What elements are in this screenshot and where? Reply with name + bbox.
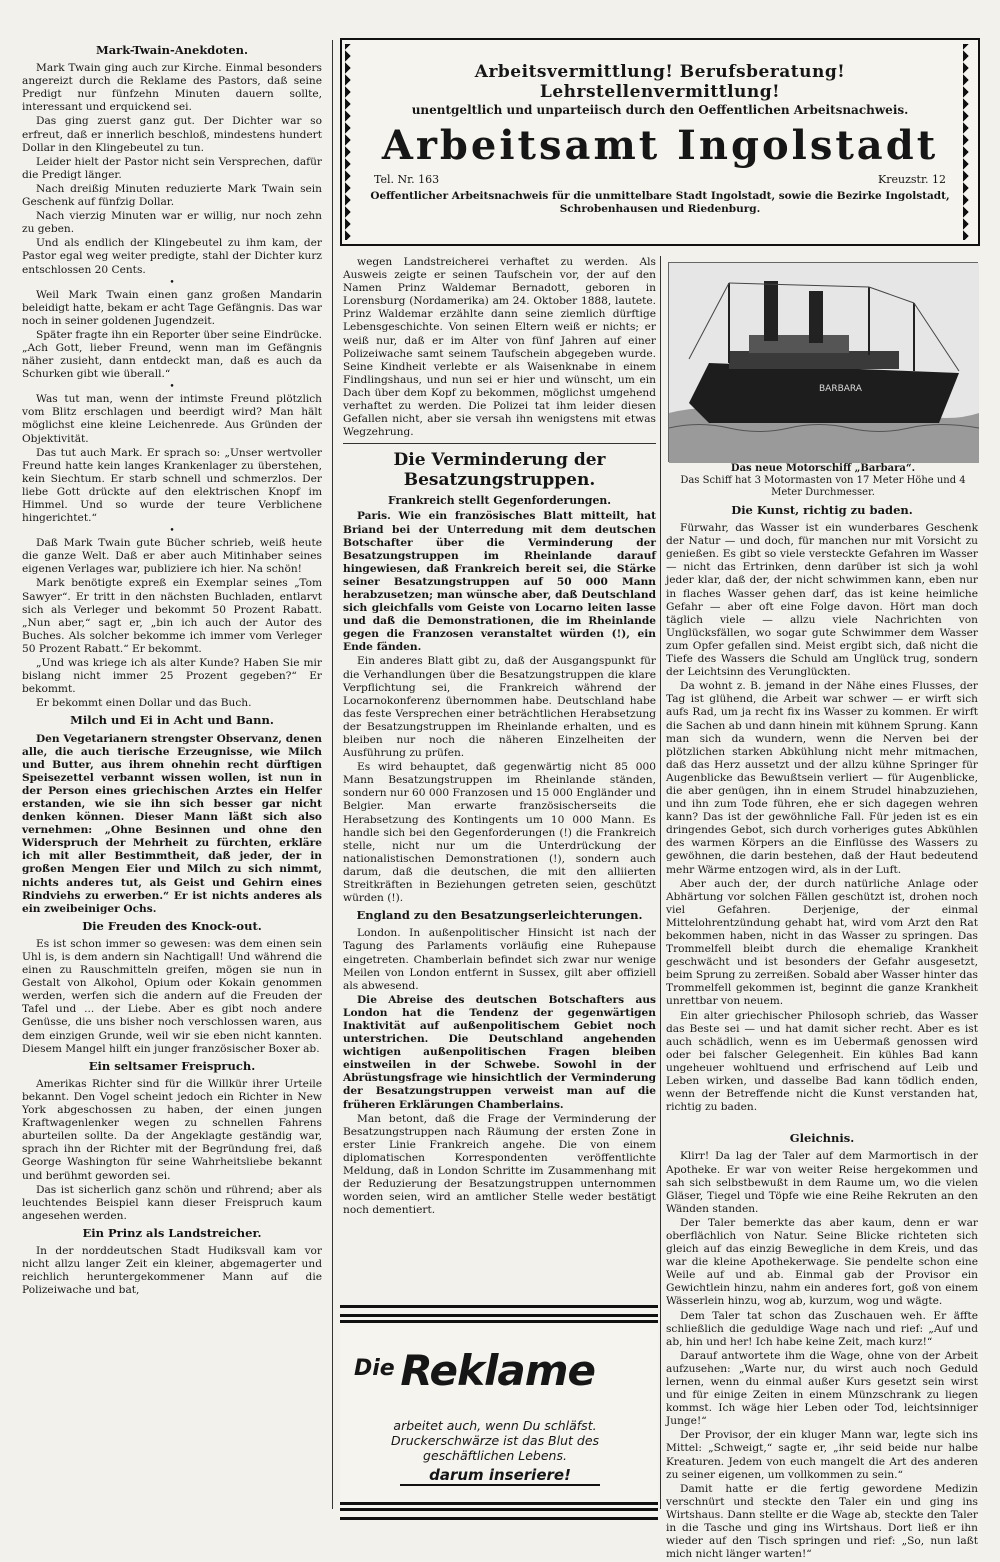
- article-heading: Die Verminderung der Besatzungstruppen.: [393, 450, 606, 491]
- paragraph: Weil Mark Twain einen ganz großen Mandarin beleidigt hatte, bekam er acht Tage Gefängnis. Das war noch in seiner goldenen Jugendzeit.: [22, 288, 322, 327]
- paragraph: Mark benötigte expreß ein Exemplar seines „Tom Sawyer“. Er tritt in den nächsten Buchladen, entlarvt sich als Verleger und bekommt 50 Prozent Rabatt. „Nun aber,“ sagt er, „bin ich auch der Autor des Buches. Als solcher bekomme ich immer vom Verleger 50 Prozent Rabatt.“ Er bekommt.: [22, 577, 322, 655]
- paragraph: Der Provisor, der ein kluger Mann war, legte sich ins Mittel: „Schweigt,“ sagte er, „ihr seid beide nur halbe Kreaturen. Jedem von euch mangelt die Art des anderen zu seiner eigenen, um vollkommen zu sein.“: [666, 1429, 978, 1481]
- ad-phone: Tel. Nr. 163: [374, 173, 440, 186]
- article-subheading: Frankreich stellt Gegenforderungen.: [388, 494, 611, 508]
- paragraph: Ein anderes Blatt gibt zu, daß der Ausgangspunkt für die Verhandlungen über die Besatzungstruppen die klare Verpflichtung sei, die Frankreich während der Locarnokonferenz übernommen habe. Deutschland habe das feste Versprechen einer beträchtlichen Herabsetzung der Besatzungstruppen im Rheinlande erhalten, und es bleiben nur noch die näheren Einzelheiten der Ausführung zu prüfen.: [343, 655, 656, 760]
- article-heading: Gleichnis.: [789, 1131, 855, 1146]
- paragraph: Daß Mark Twain gute Bücher schrieb, weiß heute die ganze Welt. Daß er aber auch Mitinhaber seines eigenen Verlages war, publiziere ich hier. Na schön!: [22, 537, 322, 576]
- ad-title-reklame: Reklame: [400, 1346, 595, 1395]
- ad-bar: [340, 1320, 658, 1323]
- paragraph: Die Abreise des deutschen Botschafters aus London hat die Tendenz der gegenwärtigen Inaktivität auf außenpolitischem Gebiet noch unterstrichen. Die Deutschland angehenden wichtigen außenpolitischen Fragen bleiben einstweilen in der Schwebe. Sowohl in der Abrüstungsfrage wie hinsichtlich der Verminderung der Besatzungstruppen verweist man auf die früheren Erklärungen Chamberlains.: [343, 993, 656, 1111]
- paragraph: Nach dreißig Minuten reduzierte Mark Twain sein Geschenk auf fünfzig Dollar.: [22, 182, 322, 209]
- paragraph: Dem Taler tat schon das Zuschauen weh. Er äffte schließlich die geduldige Wage nach und rief: „Auf und ab, hin und her! Ich habe keine Zeit, mach kurz!“: [666, 1309, 978, 1348]
- paragraph: Das tut auch Mark. Er sprach so: „Unser wertvoller Freund hatte kein langes Krankenlager zu überstehen, kein Siechtum. Er starb schnell und schmerzlos. Der liebe Gott drückte auf den elektrischen Knopf im Himmel. Und so wurde der teure Verblichene hingerichtet.“: [22, 446, 322, 525]
- paragraph: Darauf antwortete ihm die Wage, ohne von der Arbeit aufzusehen: „Warte nur, du wirst auch noch Geduld lernen, wenn du einmal außer Kurs gesetzt sein wirst und für einige Zeiten in einem Münzschrank zu liegen kommst. Ich wäge hier Leben oder Tod, leichtsinniger Junge!“: [666, 1349, 978, 1428]
- ad-address: Kreuzstr. 12: [878, 173, 946, 186]
- paragraph: Damit hatte er die fertig gewordene Medizin verschnürt und steckte den Taler ein und ging ins Wirtshaus. Dann stellte er die Wage ab, steckte den Taler in die Tasche und ging ins Wirtshaus. Dort ließ er ihn wieder auf den Tisch springen und rief: „So, nun laßt mich nicht länger warten!“: [666, 1482, 978, 1561]
- ad-bar: [340, 1502, 658, 1505]
- paragraph: Das ist sicherlich ganz schön und rührend; aber als leuchtendes Beispiel kann dieser Freispruch kaum angesehen werden.: [22, 1183, 322, 1222]
- separator-mark: •: [169, 526, 175, 537]
- paragraph: Nach vierzig Minuten war er willig, nur noch zehn zu geben.: [22, 210, 322, 236]
- ship-illustration: [668, 262, 978, 462]
- paragraph: In der norddeutschen Stadt Hudiksvall kam vor nicht allzu langer Zeit ein kleiner, abgemagerter und reichlich heruntergekommener Mann auf die Polizeiwache und bat,: [22, 1244, 322, 1297]
- zigzag-border: [345, 44, 357, 240]
- article-heading: Milch und Ei in Acht und Bann.: [70, 713, 274, 728]
- paragraph: Leider hielt der Pastor nicht sein Versprechen, dafür die Predigt länger.: [22, 155, 322, 181]
- ad-bar: [340, 1508, 658, 1511]
- ship-caption: [668, 463, 978, 499]
- ad-slogan: arbeitet auch, wenn Du schläfst. Druckerschwärze ist das Blut des geschäftlichen Lebens.: [390, 1418, 600, 1463]
- paragraph: Man betont, daß die Frage der Verminderung der Besatzungstruppen nach Räumung der ersten Zone in erster Linie Frankreich angehe. Die von einem diplomatischen Korrespondenten veröffentlichte Meldung, daß in London Schritte im Zusammenhang mit der Reduzierung der Besatzungstruppen unternommen worden seien, wird an amtlicher Stelle weder bestätigt noch dementiert.: [343, 1112, 656, 1217]
- paragraph: Später fragte ihn ein Reporter über seine Eindrücke. „Ach Gott, lieber Freund, wenn man im Gefängnis näher zusieht, dann entdeckt man, daß es auch da Schurken gibt wie überall.“: [22, 328, 322, 381]
- ad-title: Arbeitsamt Ingolstadt: [381, 122, 939, 169]
- ad-bar: [340, 1314, 658, 1317]
- column-rule: [660, 256, 661, 1509]
- paragraph: Amerikas Richter sind für die Willkür ihrer Urteile bekannt. Den Vogel scheint jedoch ein Richter in New York abgeschossen zu haben, der einen jungen Kraftwagenlenker wegen zu schnellen Fahrens aburteilen sollte. Da der Angeklagte geständig war, sprach ihn der Richter mit der Begründung frei, daß George Washington für seine Wahrheitsliebe bekannt und berühmt geworden sei.: [22, 1077, 322, 1182]
- column-middle: [343, 256, 656, 1218]
- paragraph: Und als endlich der Klingebeutel zu ihm kam, der Pastor egal weg weiter predigte, stahl der Dichter kurz entschlossen 20 Cents.: [22, 237, 322, 276]
- paragraph: Ein alter griechischer Philosoph schrieb, das Wasser das Beste sei — und hat damit sicher recht. Aber es ist auch schädlich, wenn es im Uebermaß genossen wird oder bei falscher Gelegenheit. Ein kühles Bad kann ungeheuer wohltuend und erfrischend auf Leib und Leben wirken, und dasselbe Bad kann tödlich enden, wenn der Betreffende nicht die Kunst verstanden hat, richtig zu baden.: [666, 1009, 978, 1114]
- ad-title: [354, 1346, 644, 1395]
- paragraph: Das ging zuerst ganz gut. Der Dichter war so erfreut, daß er innerlich beschloß, mindestens hundert Dollar in den Klingebeutel zu tun.: [22, 115, 322, 154]
- paragraph: Er bekommt einen Dollar und das Buch.: [36, 697, 252, 710]
- column-right: [666, 500, 978, 1562]
- article-heading: England zu den Besatzungserleichterungen.: [356, 908, 643, 923]
- arbeitsamt-ad: [340, 38, 980, 246]
- paragraph: Den Vegetarianern strengster Observanz, denen alle, die auch tierische Erzeugnisse, wie Milch und Butter, aus ihrem ohnehin recht dürftigen Speisezettel verbannt wissen wollen, ist nun in der Person eines griechischen Arztes ein Helfer erstanden, wie sie ihn sich besser gar nicht denken können. Dieser Mann läßt sich also vernehmen: „Ohne Besinnen und ohne den Widerspruch der Mehrheit zu fürchten, erkläre ich mit aller Bestimmtheit, daß jeder, der in großen Mengen Eier und Milch zu sich nimmt, nichts anderes tut, als Geist und Gehirn eines Rindviehs zu erwerben.“ Er ist nichts anderes als ein zweibeiniger Ochs.: [22, 732, 322, 915]
- divider: [343, 443, 656, 444]
- paragraph: Es ist schon immer so gewesen: was dem einen sein Uhl is, is dem andern sin Nachtigall! Und während die einen zu Rauschmitteln greifen, mögen sie nun in Gestalt von Alkohol, Opium oder Kokain genommen werden, werfen sich die andern auf die Freuden der Tafel und ... der Liebe. Aber es gibt noch andere Genüsse, die uns bisher noch verschlossen waren, aus dem einzigen Grunde, weil wir sie eben nicht kannten. Diesem Mangel hilft ein junger französischer Boxer ab.: [22, 937, 322, 1055]
- paragraph: Fürwahr, das Wasser ist ein wunderbares Geschenk der Natur — und doch, für manchen nur mit Vorsicht zu genießen. Es gibt so viele versteckte Gefahren im Wasser — nicht das Ertrinken, denn darüber ist sich ja wohl jeder klar, daß der, der nicht schwimmen kann, eben nur in flaches Wasser gehen darf, das ist keine heimliche Gefahr — aber oft eine Folge davon. Hört man doch täglich viele — allzu viele Nachrichten von Unglücksfällen, wo sogar gute Schwimmer dem Wasser zum Opfer gefallen sind. Meist ergibt sich, daß nicht die Tiefe des Wassers die Schuld am Unglück trug, sondern der Leichtsinn des Verunglückten.: [666, 522, 978, 679]
- paragraph: London. In außenpolitischer Hinsicht ist nach der Tagung des Parlaments vorläufig eine Ruhepause eingetreten. Chamberlain befindet sich zwar nur wenige Meilen von London entfernt in Sussex, gilt aber offiziell als abwesend.: [343, 927, 656, 992]
- paragraph: Mark Twain ging auch zur Kirche. Einmal besonders angereizt durch die Reklame des Pastors, daß seine Predigt nur fünfzehn Minuten dauern sollte, interessant und erquickend sei.: [22, 62, 322, 114]
- article-heading: Ein seltsamer Freispruch.: [88, 1058, 256, 1073]
- zigzag-border: [963, 44, 975, 240]
- ad-footer: Oeffentlicher Arbeitsnachweis für die unmittelbare Stadt Ingolstadt, sowie die Bezirke Ingolstadt, Schrobenhausen und Riedenburg.: [370, 190, 950, 215]
- paragraph: Da wohnt z. B. jemand in der Nähe eines Flusses, der Tag ist glühend, die Arbeit war schwer — er wirft sich aufs Rad, um ja recht fix ins Wasser zu kommen. Er wirft die Sachen ab und dann hinein mit kühnem Sprung. Kann man sich da wundern, wenn die Nerven bei der plötzlichen starken Abkühlung nicht mehr mitmachen, daß das Herz aussetzt und der allzu kühne Springer für Augenblicke das Bewußtsein verliert — für Augenblicke, die aber genügen, ihn in einem Strudel hinabzuziehen, und ihn zum Tode führen, ehe er sich dagegen wehren kann? Das ist der gewöhnliche Fall. Für jeden ist es ein dringendes Gebot, sich durch vorheriges gutes Abkühlen des warmen Körpers an die Einflüsse des Wassers zu gewöhnen, die darin bestehen, daß der Haut bedeutend mehr Wärme entzogen wird, als in der Luft.: [666, 680, 978, 876]
- article-heading: Die Freuden des Knock-out.: [82, 918, 262, 933]
- ad-title-die: Die: [354, 1356, 395, 1381]
- article-heading: Mark-Twain-Anekdoten.: [95, 43, 249, 57]
- column-rule: [332, 40, 333, 1509]
- caption-text: Das Schiff hat 3 Motormasten von 17 Meter Höhe und 4 Meter Durchmesser.: [680, 475, 966, 498]
- paragraph: Es wird behauptet, daß gegenwärtig nicht 85 000 Mann Besatzungstruppen im Rheinlande ständen, sondern nur 60 000 Franzosen und 15 000 Engländer und Belgier. Man erwarte französischerseits die Herabsetzung des Kontingents um 10 000 Mann. Es handle sich bei den Gegenforderungen (!) die Frankreich stelle, nicht nur um die Unterdrückung der nationalistischen Demonstrationen (!), sondern auch darum, daß die deutschen, die mit den alliierten Streitkräften in Beziehungen getreten seien, geschützt würden (!).: [343, 761, 656, 905]
- ad-call-to-action: darum inseriere!: [400, 1466, 600, 1486]
- paragraph: Der Taler bemerkte das aber kaum, denn er war oberflächlich von Natur. Seine Blicke richteten sich gleich auf das einzig Bewegliche in dem Kreis, und das war die kleine Apothekerwage. Sie pendelte schon eine Weile auf und ab. Einmal gab der Provisor ein Gewichtlein hinzu, nahm ein anderes fort, goß von einem Wässerlein hinzu, wog ab, kurzum, wog und wägte.: [666, 1216, 978, 1308]
- caption-title: Das neue Motorschiff „Barbara“.: [730, 463, 916, 474]
- ad-services-line: Arbeitsvermittlung! Berufsberatung! Lehrstellenvermittlung!: [474, 62, 846, 102]
- separator-mark: •: [169, 382, 175, 393]
- ship-name: BARBARA: [819, 384, 862, 394]
- reklame-ad: [340, 1305, 658, 1520]
- ad-contact-line: [364, 173, 956, 186]
- paragraph: Klirr! Da lag der Taler auf dem Marmortisch in der Apotheke. Er war von weiter Reise hergekommen und sah sich selbstbewußt in dem Raume um, wo die vielen Gläser, Tiegel und Töpfe wie eine Reihe Rekruten an den Wänden standen.: [666, 1150, 978, 1215]
- paragraph: „Und was kriege ich als alter Kunde? Haben Sie mir bislang nicht immer 25 Prozent gegeben?“ Er bekommt.: [22, 657, 322, 696]
- ad-subline: unentgeltlich und unparteiisch durch den Oeffentlichen Arbeitsnachweis.: [411, 103, 909, 117]
- separator-mark: •: [169, 277, 175, 288]
- paragraph: Was tut man, wenn der intimste Freund plötzlich vom Blitz erschlagen und beerdigt wird? Man hält möglichst eine kleine Leichenrede. Aus Gründen der Objektivität.: [22, 393, 322, 445]
- paragraph: Paris. Wie ein französisches Blatt mitteilt, hat Briand bei der Unterredung mit dem deutschen Botschafter über die Verminderung der Besatzungstruppen im Rheinlande darauf hingewiesen, daß Frankreich bereit sei, die Stärke seiner Besatzungstruppen auf 50 000 Mann herabzusetzen; man wünsche aber, daß Deutschland sich gleichfalls vom Geiste von Locarno leiten lasse und daß die Demonstrationen, die im Rheinlande gegen die Franzosen veranstaltet würden (!), ein Ende fänden.: [343, 510, 656, 654]
- article-heading: Ein Prinz als Landstreicher.: [82, 1225, 262, 1240]
- paragraph: wegen Landstreicherei verhaftet zu werden. Als Ausweis zeigte er seinen Taufschein vor, der auf den Namen Prinz Waldemar Bernadott, geboren in Lorensburg (Nordamerika) am 24. Oktober 1888, lautete. Prinz Waldemar erzählte dann seine ziemlich dürftige Lebensgeschichte. Von seinen Eltern weiß er nichts; er weiß nur, daß er im Alter von fünf Jahren auf einer Polizeiwache samt seinem Taufschein abgegeben wurde. Seine Kindheit verlebte er als Waisenknabe in einem Findlingshaus, und nun sei er hier und wünscht, um ein Dach über dem Kopf zu bekommen, möglichst umgehend verhaftet zu werden. Die Polizei tat ihm leider diesen Gefallen nicht, aber sie versah ihn wenigstens mit etwas Wegzehrung.: [343, 256, 656, 439]
- column-left: [22, 40, 322, 1298]
- motorship-icon: [669, 263, 979, 463]
- article-heading: Die Kunst, richtig zu baden.: [731, 503, 913, 517]
- paragraph: Aber auch der, der durch natürliche Anlage oder Abhärtung vor solchen Fällen geschützt ist, drohen noch viel Gefahren. Derjenige, der einmal Mittelohrentzündung gehabt hat, wird vom Arzt den Rat bekommen haben, nicht in das Wasser zu springen. Das Trommelfell bleibt durch die ehemalige Krankheit geschwächt und ist besonders der Gefahr ausgesetzt, beim Sprung zu zerreißen. Sobald aber Wasser hinter das Trommelfell gekommen ist, beginnt die ganze Krankheit unrettbar von neuem.: [666, 877, 978, 1008]
